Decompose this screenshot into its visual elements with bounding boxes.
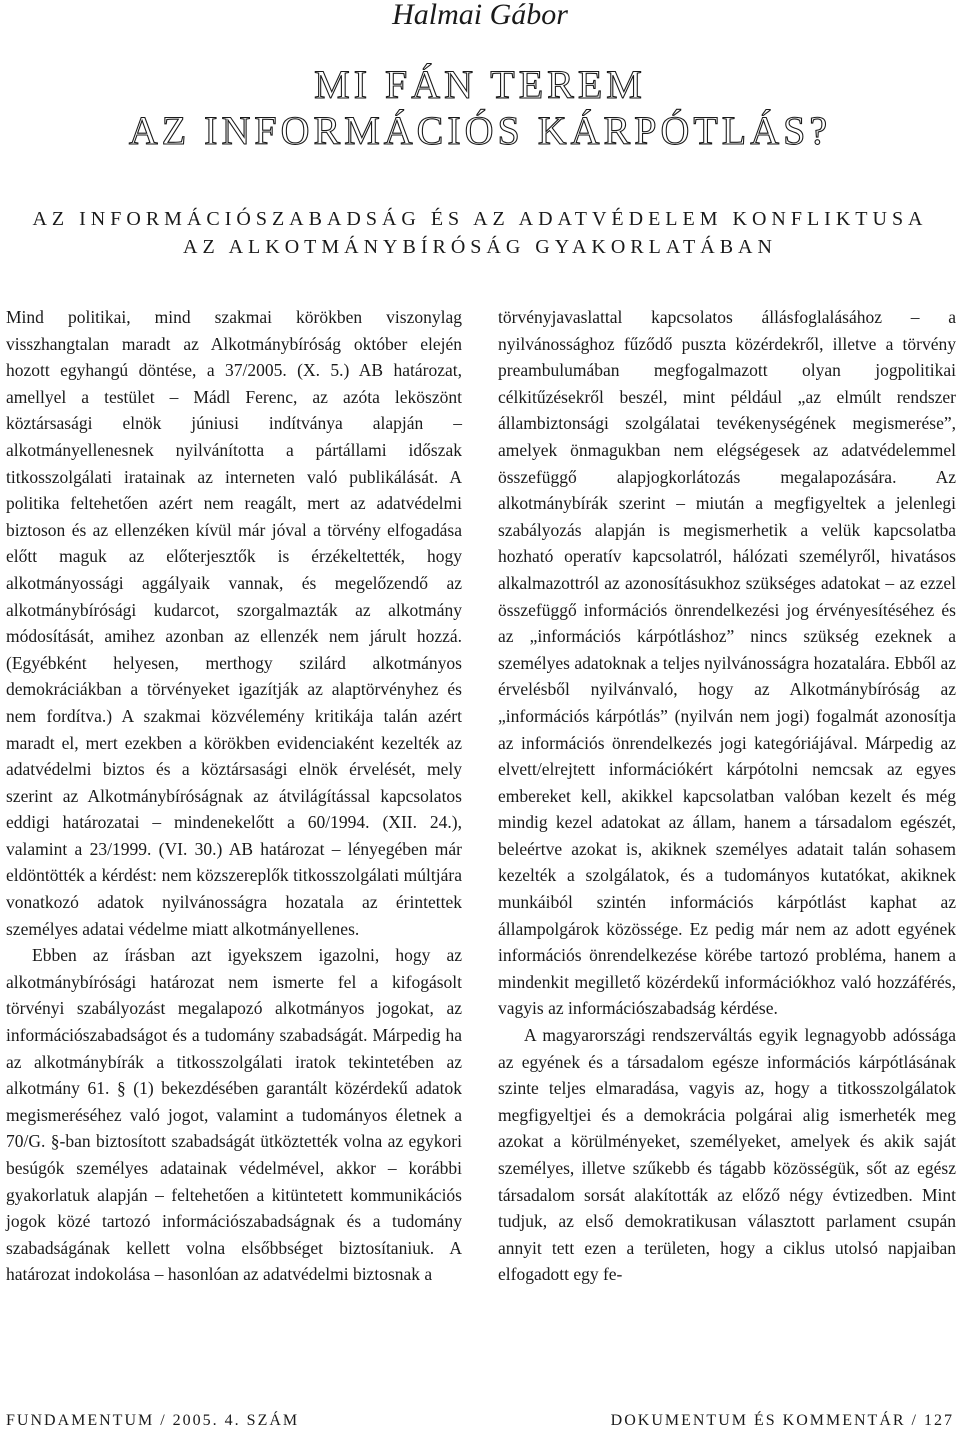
article-title	[0, 62, 960, 154]
author-name: Halmai Gábor	[392, 0, 568, 31]
section-page-number: DOKUMENTUM ÉS KOMMENTÁR / 127	[610, 1412, 954, 1429]
article-subtitle	[0, 205, 960, 261]
right-column	[498, 304, 956, 1288]
journal-issue: FUNDAMENTUM / 2005. 4. SZÁM	[6, 1412, 300, 1429]
body-paragraph: A magyarországi rendszerváltás egyik legnagyobb adóssága az egyének és a társadalom egésze információs kárpótlásának szinte teljes elmaradása, vagyis az, hogy a titkosszolgálatok megfigyeltjei és a demokrácia polgárai alig ismerheték meg azokat a körülményeket, személyeket, amelyek és akik saját személyes, illetve szűkebb és tágabb közösségük, sőt az egész társadalom sorsát alakították az előző négy évtizedben. Mint tudjuk, az első demokratikusan választott parlament csupán annyit tett ezen a területen, hogy a ciklus utolsó napjaiban elfogadott egy fe-	[498, 1025, 956, 1285]
body-paragraph: törvényjavaslattal kapcsolatos állásfoglalásához – a nyilvánossághoz fűződő puszta közérdekről, illetve a törvény preambulumában megfogalmazott olyan jogpolitikai célkitűzésekről beszél, mint például „az elmúlt rendszer állambiztonsági szolgálatai tevékenységének megismerése”, amelyek önmagukban nem elégségesek az adatvédelemmel összefüggő alapjogkorlátozás megalapozására. Az alkotmánybírák szerint – miután a megfigyeltek a jelenlegi szabályozás alapján is megismerhetik a velük kapcsolatba hozható operatív kapcsolatról, hálózati személyről, hivatásos alkalmazottról az azonosításukhoz szükséges adatokat – az ezzel összefüggő információs önrendelkezési jog érvényesítéséhez és az „információs kárpótláshoz” nincs szükség ezeknek a személyes adatoknak a teljes nyilvánosságra hozatalára. Ebből az érvelésből nyilvánvaló, hogy az Alkotmánybíróság az „információs kárpótlás” (nyilván nem jogi) fogalmát azonosítja az információs önrendelkezés jogi kategóriájával. Márpedig az elvett/elrejtett információkért kárpótolni nemcsak az egyes embereket kell, akikkel kapcsolatban valóban kezelt és még mindig kezel adatokat az állam, hanem a társadalom egészét, beleértve azokat is, akiknek személyes adatait talán sohasem kezelték a szolgálatok, és a tudományos kutatókat, akiknek munkáiból szintén információs kárpótlást kaphat az állampolgárok közössége. Ez pedig már nem az adott egyének információs önrendelkezése körébe tartozó probléma, hanem a mindenkit megillető közérdekű információkhoz való hozzáférés, vagyis az információszabadság kérdése.	[498, 307, 956, 1019]
title-line-1: MI FÁN TEREM	[314, 62, 646, 107]
subtitle-line-1: AZ INFORMÁCIÓSZABADSÁG ÉS AZ ADATVÉDELEM KONFLIKTUSA	[32, 208, 928, 230]
title-line-2: AZ INFORMÁCIÓS KÁRPÓTLÁS?	[128, 108, 832, 153]
body-paragraph: Mind politikai, mind szakmai körökben viszonylag visszhangtalan maradt az Alkotmánybíróság október elején hozott egyhangú döntése, a 37/2005. (X. 5.) AB határozat, amellyel a testület – Mádl Ferenc, az azóta leköszönt köztársasági elnök júniusi indítványa alapján – alkotmányellenesnek nyilvánította a pártállami időszak titkosszolgálati iratainak az interneten való publikálását. A politika feltehetően azért nem reagált, mert az adatvédelmi biztoson és az ellenzéken kívül már jóval a törvény elfogadása előtt maguk az előterjesztők is érzékeltették, hogy alkotmányossági aggályaik vannak, és megelőzendő az alkotmánybírósági kudarcot, szorgalmazták az alkotmány módosítását, amihez azonban az ellenzék nem járult hozzá. (Egyébként helyesen, merthogy szilárd alkotmányos demokráciákban a törvényeket igazítják az alaptörvényhez és nem fordítva.) A szakmai közvélemény kritikája talán azért maradt el, mert ezekben a körökben evidenciaként kezelték az adatvédelmi biztos és a köztársasági elnök érvelését, mely szerint az Alkotmánybíróságnak az átvilágítással kapcsolatos eddigi határozatai – mindenekelőtt a 60/1994. (XII. 24.), valamint a 23/1999. (VI. 30.) AB határozat – lényegében már eldöntötték a kérdést: nem közszereplők titkosszolgálati múltjára vonatkozó adatok nyilvánosságra hozatala az érintettek személyes adatai védelme miatt alkotmányellenes.	[6, 307, 462, 939]
subtitle-line-2: AZ ALKOTMÁNYBÍRÓSÁG GYAKORLATÁBAN	[183, 236, 777, 258]
left-column	[6, 304, 462, 1288]
body-paragraph: Ebben az írásban azt igyekszem igazolni, hogy az alkotmánybírósági határozat nem ismerte fel a kifogásolt törvényi szabályozást megalapozó alkotmányos jogokat, az információszabadságot és a tudomány szabadságát. Márpedig ha az alkotmánybírák a titkosszolgálati iratok tekintetében az alkotmány 61. § (1) bekezdésében garantált közérdekű adatok megismeréséhez való jogot, valamint a tudományos életnek a 70/G. §-ban biztosított szabadságát ütköztették volna az egykori besúgók személyes adatainak védelmével, akkor – korábbi gyakorlatuk alapján – feltehetően a kitüntetett kommunikációs jogok közé tartozó információszabadságnak és a tudomány szabadságának kellett volna elsőbbséget biztosítaniuk. A határozat indokolása – hasonlóan az adatvédelmi biztosnak a	[6, 945, 462, 1285]
